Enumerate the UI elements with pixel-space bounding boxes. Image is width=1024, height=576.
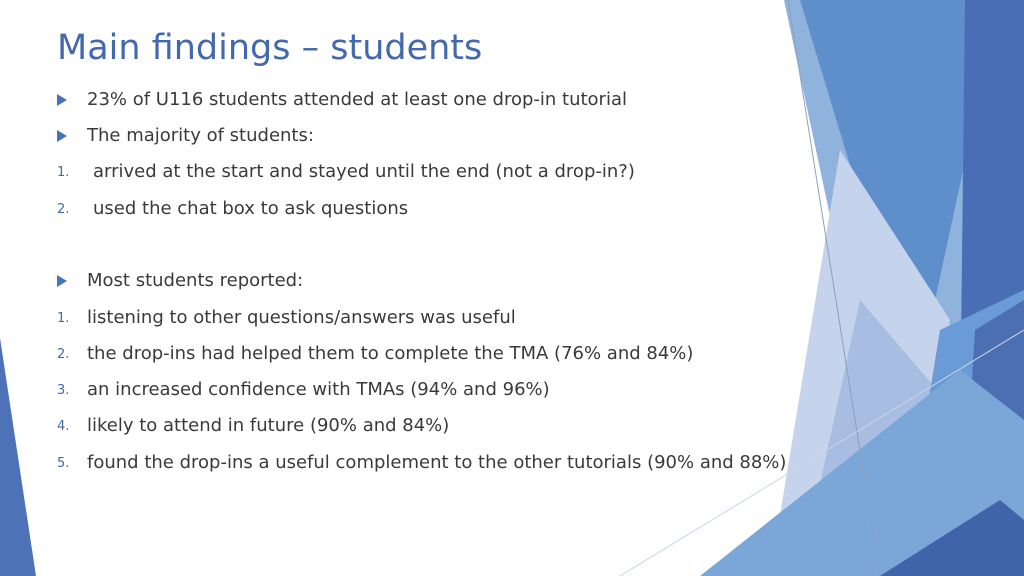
list-item-text: arrived at the start and stayed until the end (not a drop-in?)	[93, 161, 635, 182]
list-item-text: likely to attend in future (90% and 84%)	[87, 415, 450, 436]
list-item-text: The majority of students:	[87, 125, 314, 146]
list-number: 2.	[57, 202, 70, 217]
list-number: 2.	[57, 347, 70, 362]
triangle-bullet-icon	[57, 269, 67, 293]
left-edge-shape	[0, 338, 36, 576]
list-item-text: the drop-ins had helped them to complete the TMA (76% and 84%)	[87, 343, 694, 364]
list-number: 1.	[57, 311, 70, 326]
list-item-text: 23% of U116 students attended at least one drop-in tutorial	[87, 89, 627, 110]
list-item-text: listening to other questions/answers was useful	[87, 307, 516, 328]
list-number: 5.	[57, 456, 70, 471]
list-number: 3.	[57, 383, 70, 398]
list-item-text: found the drop-ins a useful complement to the other tutorials (90% and 88%)	[87, 452, 787, 473]
list-item-text: used the chat box to ask questions	[93, 198, 409, 219]
slide-title: Main findings – students	[57, 28, 483, 68]
list-item-text: Most students reported:	[87, 270, 304, 291]
list-number: 4.	[57, 419, 70, 434]
triangle-bullet-icon	[57, 88, 67, 112]
triangle-bullet-icon	[57, 124, 67, 148]
list-item-text: an increased confidence with TMAs (94% and 96%)	[87, 379, 550, 400]
list-number: 1.	[57, 165, 70, 180]
